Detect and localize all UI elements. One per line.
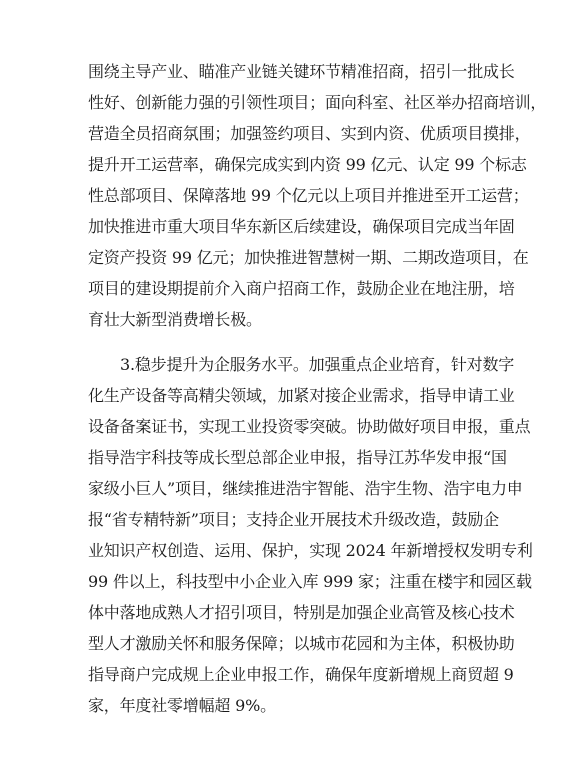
paragraph-1-line-7: 定资产投资 99 亿元；加快推进智慧树一期、二期改造项目，在 [88,248,529,267]
paragraph-2-line-4: 指导浩宇科技等成长型总部企业申报，指导江苏华发申报“国 [88,448,507,467]
paragraph-2-line-5: 家级小巨人”项目，继续推进浩宇智能、浩宇生物、浩宇电力申 [88,479,523,498]
paragraph-2-line-2: 化生产设备等高精尖领域，加紧对接企业需求，指导申请工业 [88,386,515,405]
paragraph-2-line-6: 报“省专精特新”项目；支持企业开展技术升级改造，鼓励企 [88,510,499,529]
paragraph-2-line-9: 体中落地成熟人才招引项目，特别是加强企业高管及核心技术 [88,603,515,622]
paragraph-2-line-3: 设备备案证书，实现工业投资零突破。协助做好项目申报，重点 [88,417,531,436]
paragraph-2-line-11: 指导商户完成规上企业申报工作，确保年度新增规上商贸超 9 [88,665,514,684]
paragraph-2-line-12: 家，年度社零增幅超 9%。 [88,696,276,715]
paragraph-1-line-1: 围绕主导产业、瞄准产业链关键环节精准招商，招引一批成长 [88,62,515,81]
paragraph-1-line-3: 营造全员招商氛围；加强签约项目、实到内资、优质项目摸排， [88,124,531,143]
paragraph-2-line-10: 型人才激励关怀和服务保障；以城市花园和为主体，积极协助 [88,634,515,653]
paragraph-1-line-5: 性总部项目、保障落地 99 个亿元以上项目并推进至开工运营； [88,186,529,205]
paragraph-1-line-4: 提升开工运营率，确保完成实到内资 99 亿元、认定 99 个标志 [88,155,527,174]
paragraph-1-line-9: 育壮大新型消费增长极。 [88,310,262,329]
paragraph-2-line-7: 业知识产权创造、运用、保护，实现 2024 年新增授权发明专利 [88,541,533,560]
paragraph-1-line-6: 加快推进市重大项目华东新区后续建设，确保项目完成当年固 [88,217,515,236]
paragraph-1-line-2: 性好、创新能力强的引领性项目；面向科室、社区举办招商培训， [88,93,547,112]
paragraph-2-line-8: 99 件以上，科技型中小企业入库 999 家；注重在楼宇和园区载 [88,572,532,591]
paragraph-2-line-1: 3.稳步提升为企服务水平。加强重点企业培育，针对数字 [120,355,515,374]
paragraph-1-line-8: 项目的建设期提前介入商户招商工作，鼓励企业在地注册，培 [88,279,515,298]
